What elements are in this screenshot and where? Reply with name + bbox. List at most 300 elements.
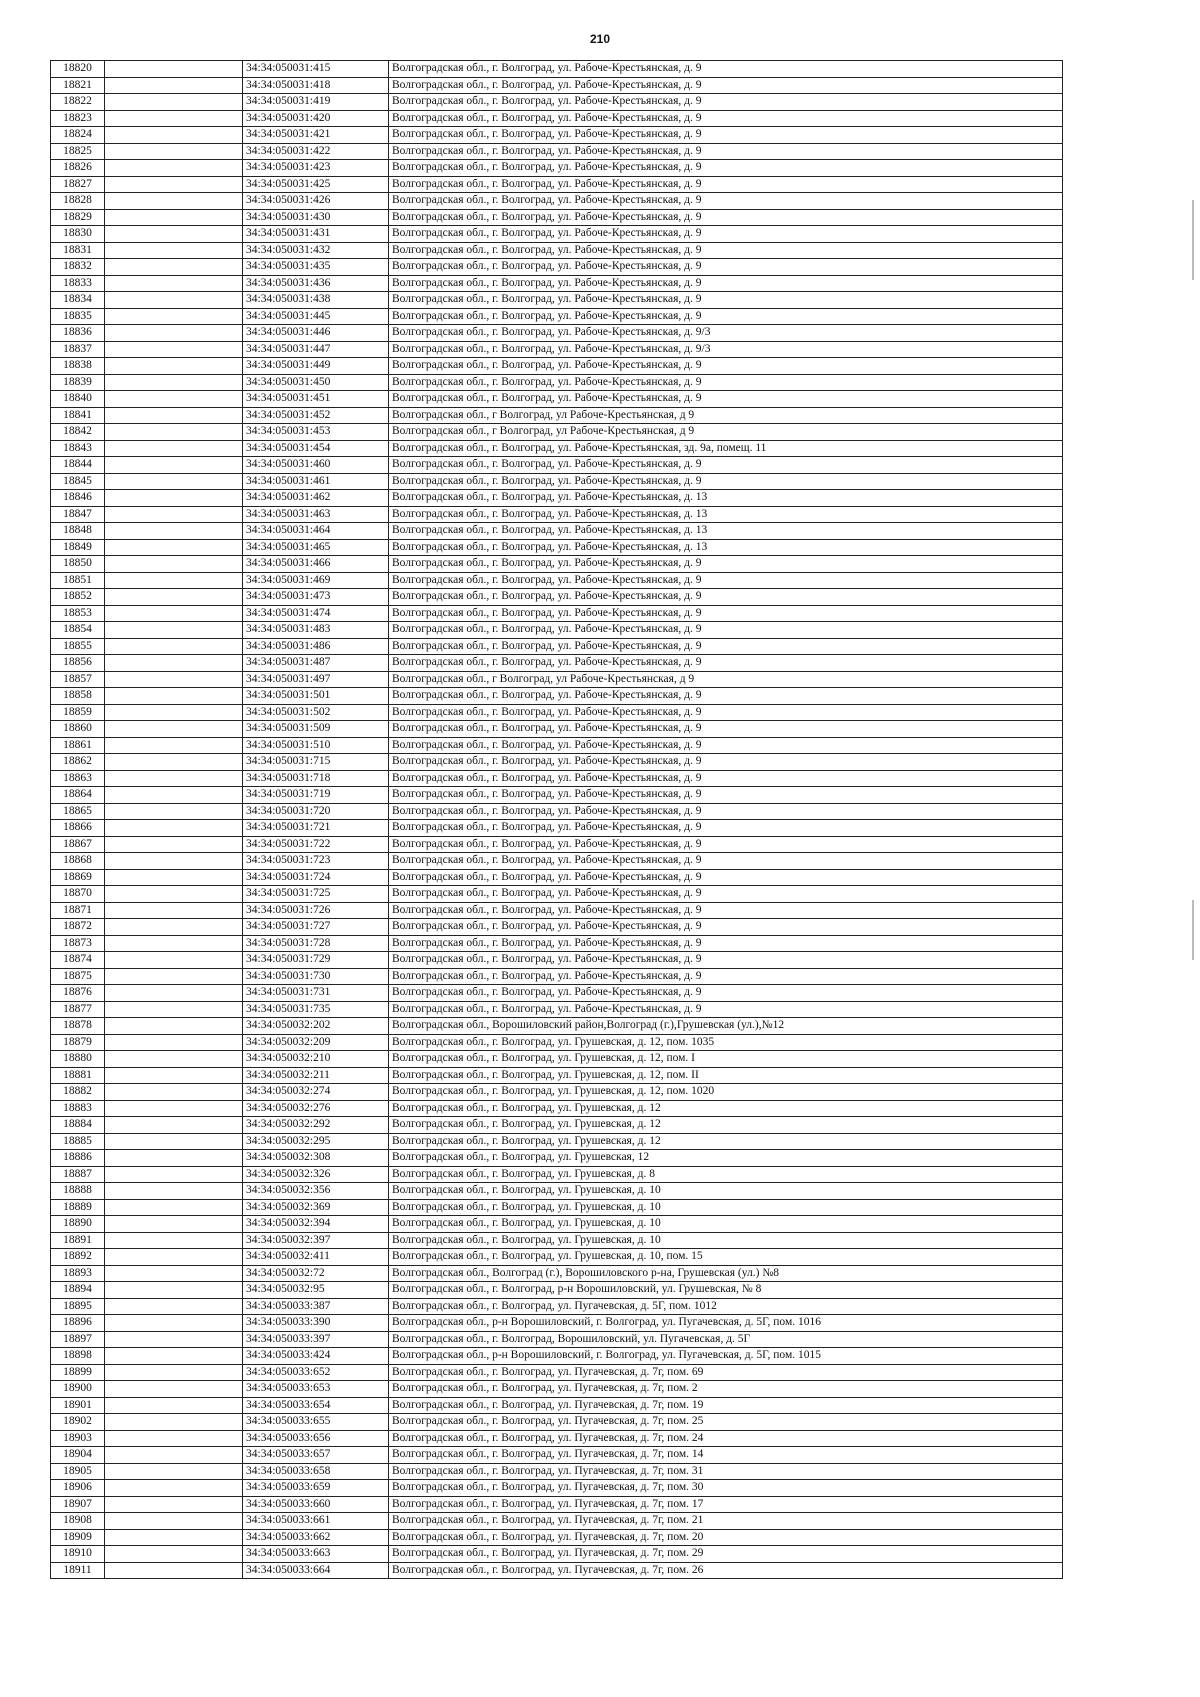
row-number-cell: 18886: [51, 1150, 105, 1167]
blank-cell: [105, 110, 243, 127]
table-row: [51, 886, 1063, 903]
address-cell: Волгоградская обл., г. Волгоград, ул. Грушевская, д. 12, пом. 1020: [389, 1084, 1063, 1101]
row-number-cell: 18876: [51, 985, 105, 1002]
table-row: [51, 770, 1063, 787]
blank-cell: [105, 1315, 243, 1332]
row-number-cell: 18892: [51, 1249, 105, 1266]
table-row: [51, 622, 1063, 639]
address-cell: Волгоградская обл., Ворошиловский район,Волгоград (г.),Грушевская (ул.),№12: [389, 1018, 1063, 1035]
cadastral-number-cell: 34:34:050032:308: [243, 1150, 389, 1167]
table-row: [51, 605, 1063, 622]
blank-cell: [105, 1183, 243, 1200]
blank-cell: [105, 952, 243, 969]
blank-cell: [105, 1084, 243, 1101]
blank-cell: [105, 1067, 243, 1084]
cadastral-number-cell: 34:34:050033:655: [243, 1414, 389, 1431]
cadastral-number-cell: 34:34:050031:720: [243, 803, 389, 820]
row-number-cell: 18897: [51, 1331, 105, 1348]
row-number-cell: 18833: [51, 275, 105, 292]
cadastral-number-cell: 34:34:050031:718: [243, 770, 389, 787]
cadastral-number-cell: 34:34:050033:652: [243, 1364, 389, 1381]
row-number-cell: 18862: [51, 754, 105, 771]
row-number-cell: 18822: [51, 94, 105, 111]
row-number-cell: 18856: [51, 655, 105, 672]
address-cell: Волгоградская обл., г. Волгоград, ул. Рабоче-Крестьянская, д. 9: [389, 589, 1063, 606]
cadastral-number-cell: 34:34:050033:387: [243, 1298, 389, 1315]
blank-cell: [105, 968, 243, 985]
cadastral-number-cell: 34:34:050031:418: [243, 77, 389, 94]
address-cell: Волгоградская обл., г. Волгоград, ул. Рабоче-Крестьянская, д. 13: [389, 490, 1063, 507]
row-number-cell: 18867: [51, 836, 105, 853]
row-number-cell: 18828: [51, 193, 105, 210]
row-number-cell: 18842: [51, 424, 105, 441]
table-row: [51, 391, 1063, 408]
address-cell: Волгоградская обл., г Волгоград, ул Рабоче-Крестьянская, д 9: [389, 671, 1063, 688]
blank-cell: [105, 143, 243, 160]
address-cell: Волгоградская обл., г. Волгоград, ул. Рабоче-Крестьянская, д. 9: [389, 556, 1063, 573]
cadastral-number-cell: 34:34:050033:661: [243, 1513, 389, 1530]
cadastral-number-cell: 34:34:050033:653: [243, 1381, 389, 1398]
row-number-cell: 18882: [51, 1084, 105, 1101]
address-cell: Волгоградская обл., г. Волгоград, ул. Пугачевская, д. 7г, пом. 2: [389, 1381, 1063, 1398]
address-cell: Волгоградская обл., г. Волгоград, ул. Рабоче-Крестьянская, д. 9: [389, 391, 1063, 408]
cadastral-number-cell: 34:34:050031:431: [243, 226, 389, 243]
blank-cell: [105, 671, 243, 688]
row-number-cell: 18848: [51, 523, 105, 540]
cadastral-number-cell: 34:34:050031:469: [243, 572, 389, 589]
table-row: [51, 539, 1063, 556]
blank-cell: [105, 919, 243, 936]
blank-cell: [105, 523, 243, 540]
cadastral-number-cell: 34:34:050031:723: [243, 853, 389, 870]
address-cell: Волгоградская обл., г. Волгоград, ул. Рабоче-Крестьянская, зд. 9а, помещ. 11: [389, 440, 1063, 457]
cadastral-number-cell: 34:34:050031:465: [243, 539, 389, 556]
row-number-cell: 18898: [51, 1348, 105, 1365]
row-number-cell: 18908: [51, 1513, 105, 1530]
table-row: [51, 160, 1063, 177]
blank-cell: [105, 94, 243, 111]
row-number-cell: 18824: [51, 127, 105, 144]
registry-body: [51, 61, 1063, 1579]
table-row: [51, 556, 1063, 573]
address-cell: Волгоградская обл., г. Волгоград, ул. Пугачевская, д. 7г, пом. 31: [389, 1463, 1063, 1480]
address-cell: Волгоградская обл., г. Волгоград, ул. Рабоче-Крестьянская, д. 9: [389, 127, 1063, 144]
blank-cell: [105, 1100, 243, 1117]
cadastral-number-cell: 34:34:050031:731: [243, 985, 389, 1002]
table-row: [51, 935, 1063, 952]
table-row: [51, 1133, 1063, 1150]
table-row: [51, 853, 1063, 870]
table-row: [51, 374, 1063, 391]
blank-cell: [105, 424, 243, 441]
address-cell: Волгоградская обл., г. Волгоград, ул. Рабоче-Крестьянская, д. 9: [389, 358, 1063, 375]
cadastral-number-cell: 34:34:050033:660: [243, 1496, 389, 1513]
table-row: [51, 952, 1063, 969]
blank-cell: [105, 902, 243, 919]
row-number-cell: 18837: [51, 341, 105, 358]
address-cell: Волгоградская обл., г. Волгоград, ул. Рабоче-Крестьянская, д. 9: [389, 622, 1063, 639]
cadastral-number-cell: 34:34:050031:423: [243, 160, 389, 177]
blank-cell: [105, 1331, 243, 1348]
cadastral-number-cell: 34:34:050031:419: [243, 94, 389, 111]
blank-cell: [105, 308, 243, 325]
row-number-cell: 18910: [51, 1546, 105, 1563]
blank-cell: [105, 572, 243, 589]
row-number-cell: 18855: [51, 638, 105, 655]
table-row: [51, 589, 1063, 606]
address-cell: Волгоградская обл., г. Волгоград, ул. Рабоче-Крестьянская, д. 9: [389, 869, 1063, 886]
row-number-cell: 18831: [51, 242, 105, 259]
blank-cell: [105, 754, 243, 771]
table-row: [51, 176, 1063, 193]
table-row: [51, 226, 1063, 243]
row-number-cell: 18907: [51, 1496, 105, 1513]
table-row: [51, 1051, 1063, 1068]
row-number-cell: 18865: [51, 803, 105, 820]
table-row: [51, 1381, 1063, 1398]
cadastral-number-cell: 34:34:050032:326: [243, 1166, 389, 1183]
row-number-cell: 18835: [51, 308, 105, 325]
cadastral-number-cell: 34:34:050031:426: [243, 193, 389, 210]
blank-cell: [105, 638, 243, 655]
blank-cell: [105, 1001, 243, 1018]
cadastral-number-cell: 34:34:050031:461: [243, 473, 389, 490]
cadastral-number-cell: 34:34:050032:356: [243, 1183, 389, 1200]
cadastral-number-cell: 34:34:050031:425: [243, 176, 389, 193]
table-row: [51, 1331, 1063, 1348]
table-row: [51, 1562, 1063, 1579]
row-number-cell: 18851: [51, 572, 105, 589]
blank-cell: [105, 457, 243, 474]
row-number-cell: 18899: [51, 1364, 105, 1381]
table-row: [51, 193, 1063, 210]
address-cell: Волгоградская обл., г. Волгоград, ул. Грушевская, д. 8: [389, 1166, 1063, 1183]
blank-cell: [105, 176, 243, 193]
table-row: [51, 1150, 1063, 1167]
table-row: [51, 704, 1063, 721]
cadastral-number-cell: 34:34:050031:432: [243, 242, 389, 259]
address-cell: Волгоградская обл., г. Волгоград, Ворошиловский, ул. Пугачевская, д. 5Г: [389, 1331, 1063, 1348]
cadastral-number-cell: 34:34:050031:501: [243, 688, 389, 705]
table-row: [51, 143, 1063, 160]
cadastral-number-cell: 34:34:050031:452: [243, 407, 389, 424]
row-number-cell: 18845: [51, 473, 105, 490]
table-row: [51, 1282, 1063, 1299]
cadastral-number-cell: 34:34:050031:436: [243, 275, 389, 292]
cadastral-number-cell: 34:34:050031:462: [243, 490, 389, 507]
row-number-cell: 18844: [51, 457, 105, 474]
cadastral-number-cell: 34:34:050031:421: [243, 127, 389, 144]
cadastral-number-cell: 34:34:050031:449: [243, 358, 389, 375]
blank-cell: [105, 1348, 243, 1365]
row-number-cell: 18829: [51, 209, 105, 226]
cadastral-number-cell: 34:34:050031:447: [243, 341, 389, 358]
address-cell: Волгоградская обл., г. Волгоград, ул. Рабоче-Крестьянская, д. 9/3: [389, 325, 1063, 342]
blank-cell: [105, 605, 243, 622]
blank-cell: [105, 704, 243, 721]
table-row: [51, 919, 1063, 936]
address-cell: Волгоградская обл., г. Волгоград, ул. Рабоче-Крестьянская, д. 9: [389, 292, 1063, 309]
address-cell: Волгоградская обл., г. Волгоград, ул. Пугачевская, д. 7г, пом. 29: [389, 1546, 1063, 1563]
table-row: [51, 1348, 1063, 1365]
address-cell: Волгоградская обл., г. Волгоград, ул. Рабоче-Крестьянская, д. 9: [389, 787, 1063, 804]
row-number-cell: 18854: [51, 622, 105, 639]
cadastral-number-cell: 34:34:050031:721: [243, 820, 389, 837]
row-number-cell: 18843: [51, 440, 105, 457]
cadastral-number-cell: 34:34:050032:397: [243, 1232, 389, 1249]
blank-cell: [105, 1513, 243, 1530]
address-cell: Волгоградская обл., г. Волгоград, ул. Рабоче-Крестьянская, д. 9: [389, 259, 1063, 276]
row-number-cell: 18906: [51, 1480, 105, 1497]
row-number-cell: 18872: [51, 919, 105, 936]
address-cell: Волгоградская обл., г. Волгоград, ул. Рабоче-Крестьянская, д. 9: [389, 803, 1063, 820]
blank-cell: [105, 1249, 243, 1266]
table-row: [51, 209, 1063, 226]
cadastral-number-cell: 34:34:050031:450: [243, 374, 389, 391]
cadastral-number-cell: 34:34:050031:454: [243, 440, 389, 457]
row-number-cell: 18839: [51, 374, 105, 391]
blank-cell: [105, 1018, 243, 1035]
blank-cell: [105, 1298, 243, 1315]
blank-cell: [105, 292, 243, 309]
row-number-cell: 18885: [51, 1133, 105, 1150]
table-row: [51, 242, 1063, 259]
table-row: [51, 325, 1063, 342]
address-cell: Волгоградская обл., г Волгоград, ул Рабоче-Крестьянская, д 9: [389, 407, 1063, 424]
cadastral-number-cell: 34:34:050031:453: [243, 424, 389, 441]
cadastral-number-cell: 34:34:050031:451: [243, 391, 389, 408]
table-row: [51, 869, 1063, 886]
scan-edge-mark: [1192, 200, 1194, 280]
cadastral-number-cell: 34:34:050032:276: [243, 1100, 389, 1117]
row-number-cell: 18887: [51, 1166, 105, 1183]
blank-cell: [105, 193, 243, 210]
cadastral-number-cell: 34:34:050031:446: [243, 325, 389, 342]
blank-cell: [105, 721, 243, 738]
table-row: [51, 1084, 1063, 1101]
address-cell: Волгоградская обл., г. Волгоград, ул. Рабоче-Крестьянская, д. 9: [389, 193, 1063, 210]
cadastral-number-cell: 34:34:050031:438: [243, 292, 389, 309]
row-number-cell: 18840: [51, 391, 105, 408]
blank-cell: [105, 1282, 243, 1299]
table-row: [51, 1397, 1063, 1414]
blank-cell: [105, 226, 243, 243]
table-row: [51, 820, 1063, 837]
cadastral-number-cell: 34:34:050031:486: [243, 638, 389, 655]
cadastral-number-cell: 34:34:050032:292: [243, 1117, 389, 1134]
blank-cell: [105, 1133, 243, 1150]
address-cell: Волгоградская обл., г. Волгоград, ул. Рабоче-Крестьянская, д. 9: [389, 721, 1063, 738]
row-number-cell: 18903: [51, 1430, 105, 1447]
row-number-cell: 18830: [51, 226, 105, 243]
cadastral-number-cell: 34:34:050031:463: [243, 506, 389, 523]
address-cell: Волгоградская обл., г. Волгоград, ул. Рабоче-Крестьянская, д. 9: [389, 160, 1063, 177]
row-number-cell: 18868: [51, 853, 105, 870]
row-number-cell: 18864: [51, 787, 105, 804]
blank-cell: [105, 1496, 243, 1513]
address-cell: Волгоградская обл., г. Волгоград, ул. Рабоче-Крестьянская, д. 9: [389, 374, 1063, 391]
blank-cell: [105, 589, 243, 606]
table-row: [51, 1298, 1063, 1315]
table-row: [51, 803, 1063, 820]
row-number-cell: 18911: [51, 1562, 105, 1579]
table-row: [51, 523, 1063, 540]
table-row: [51, 572, 1063, 589]
cadastral-number-cell: 34:34:050031:729: [243, 952, 389, 969]
row-number-cell: 18884: [51, 1117, 105, 1134]
row-number-cell: 18900: [51, 1381, 105, 1398]
address-cell: Волгоградская обл., г. Волгоград, ул. Рабоче-Крестьянская, д. 13: [389, 539, 1063, 556]
blank-cell: [105, 820, 243, 837]
address-cell: Волгоградская обл., г. Волгоград, ул. Рабоче-Крестьянская, д. 9: [389, 143, 1063, 160]
blank-cell: [105, 803, 243, 820]
address-cell: Волгоградская обл., г. Волгоград, р-н Ворошиловский, ул. Грушевская, № 8: [389, 1282, 1063, 1299]
page-number: 210: [589, 32, 611, 46]
blank-cell: [105, 341, 243, 358]
row-number-cell: 18823: [51, 110, 105, 127]
row-number-cell: 18894: [51, 1282, 105, 1299]
address-cell: Волгоградская обл., г. Волгоград, ул. Грушевская, д. 12: [389, 1100, 1063, 1117]
blank-cell: [105, 1463, 243, 1480]
table-row: [51, 490, 1063, 507]
blank-cell: [105, 490, 243, 507]
cadastral-number-cell: 34:34:050031:415: [243, 61, 389, 78]
table-row: [51, 94, 1063, 111]
address-cell: Волгоградская обл., г. Волгоград, ул. Пугачевская, д. 7г, пом. 30: [389, 1480, 1063, 1497]
blank-cell: [105, 1529, 243, 1546]
row-number-cell: 18879: [51, 1034, 105, 1051]
address-cell: Волгоградская обл., г. Волгоград, ул. Рабоче-Крестьянская, д. 9: [389, 754, 1063, 771]
table-row: [51, 259, 1063, 276]
blank-cell: [105, 622, 243, 639]
table-row: [51, 1166, 1063, 1183]
table-row: [51, 1265, 1063, 1282]
blank-cell: [105, 407, 243, 424]
row-number-cell: 18895: [51, 1298, 105, 1315]
blank-cell: [105, 61, 243, 78]
row-number-cell: 18852: [51, 589, 105, 606]
scan-edge-mark: [1192, 900, 1194, 960]
blank-cell: [105, 688, 243, 705]
blank-cell: [105, 1397, 243, 1414]
table-row: [51, 1546, 1063, 1563]
cadastral-number-cell: 34:34:050031:510: [243, 737, 389, 754]
blank-cell: [105, 1414, 243, 1431]
address-cell: Волгоградская обл., г. Волгоград, ул. Рабоче-Крестьянская, д. 9: [389, 836, 1063, 853]
row-number-cell: 18834: [51, 292, 105, 309]
address-cell: Волгоградская обл., г. Волгоград, ул. Рабоче-Крестьянская, д. 9: [389, 176, 1063, 193]
blank-cell: [105, 1447, 243, 1464]
row-number-cell: 18836: [51, 325, 105, 342]
row-number-cell: 18869: [51, 869, 105, 886]
address-cell: Волгоградская обл., г. Волгоград, ул. Грушевская, 12: [389, 1150, 1063, 1167]
row-number-cell: 18849: [51, 539, 105, 556]
cadastral-number-cell: 34:34:050032:72: [243, 1265, 389, 1282]
table-row: [51, 1447, 1063, 1464]
table-row: [51, 1496, 1063, 1513]
row-number-cell: 18821: [51, 77, 105, 94]
cadastral-number-cell: 34:34:050031:445: [243, 308, 389, 325]
table-row: [51, 1480, 1063, 1497]
table-row: [51, 1117, 1063, 1134]
address-cell: Волгоградская обл., г. Волгоград, ул. Грушевская, д. 10: [389, 1232, 1063, 1249]
cadastral-number-cell: 34:34:050033:390: [243, 1315, 389, 1332]
table-row: [51, 1513, 1063, 1530]
cadastral-number-cell: 34:34:050031:726: [243, 902, 389, 919]
blank-cell: [105, 655, 243, 672]
blank-cell: [105, 1562, 243, 1579]
table-row: [51, 358, 1063, 375]
cadastral-number-cell: 34:34:050032:295: [243, 1133, 389, 1150]
row-number-cell: 18874: [51, 952, 105, 969]
blank-cell: [105, 374, 243, 391]
address-cell: Волгоградская обл., г. Волгоград, ул. Пугачевская, д. 7г, пом. 17: [389, 1496, 1063, 1513]
address-cell: Волгоградская обл., г. Волгоград, ул. Пугачевская, д. 7г, пом. 20: [389, 1529, 1063, 1546]
cadastral-number-cell: 34:34:050031:727: [243, 919, 389, 936]
blank-cell: [105, 1381, 243, 1398]
blank-cell: [105, 556, 243, 573]
cadastral-number-cell: 34:34:050031:473: [243, 589, 389, 606]
blank-cell: [105, 1546, 243, 1563]
table-row: [51, 836, 1063, 853]
table-row: [51, 77, 1063, 94]
address-cell: Волгоградская обл., г. Волгоград, ул. Рабоче-Крестьянская, д. 9: [389, 275, 1063, 292]
row-number-cell: 18826: [51, 160, 105, 177]
row-number-cell: 18909: [51, 1529, 105, 1546]
address-cell: Волгоградская обл., г. Волгоград, ул. Рабоче-Крестьянская, д. 9: [389, 737, 1063, 754]
address-cell: Волгоградская обл., г. Волгоград, ул. Рабоче-Крестьянская, д. 13: [389, 523, 1063, 540]
cadastral-number-cell: 34:34:050033:397: [243, 1331, 389, 1348]
address-cell: Волгоградская обл., г. Волгоград, ул. Пугачевская, д. 7г, пом. 26: [389, 1562, 1063, 1579]
blank-cell: [105, 160, 243, 177]
table-row: [51, 473, 1063, 490]
table-row: [51, 1414, 1063, 1431]
row-number-cell: 18905: [51, 1463, 105, 1480]
blank-cell: [105, 853, 243, 870]
cadastral-number-cell: 34:34:050031:730: [243, 968, 389, 985]
address-cell: Волгоградская обл., г. Волгоград, ул. Грушевская, д. 10: [389, 1216, 1063, 1233]
blank-cell: [105, 275, 243, 292]
row-number-cell: 18858: [51, 688, 105, 705]
address-cell: Волгоградская обл., г. Волгоград, ул. Рабоче-Крестьянская, д. 9: [389, 605, 1063, 622]
blank-cell: [105, 1265, 243, 1282]
address-cell: Волгоградская обл., р-н Ворошиловский, г. Волгоград, ул. Пугачевская, д. 5Г, пом. 1016: [389, 1315, 1063, 1332]
row-number-cell: 18827: [51, 176, 105, 193]
table-row: [51, 61, 1063, 78]
address-cell: Волгоградская обл., г. Волгоград, ул. Рабоче-Крестьянская, д. 9: [389, 110, 1063, 127]
address-cell: Волгоградская обл., г. Волгоград, ул. Рабоче-Крестьянская, д. 9: [389, 952, 1063, 969]
address-cell: Волгоградская обл., г Волгоград, ул Рабоче-Крестьянская, д 9: [389, 424, 1063, 441]
blank-cell: [105, 886, 243, 903]
blank-cell: [105, 1051, 243, 1068]
address-cell: Волгоградская обл., г. Волгоград, ул. Рабоче-Крестьянская, д. 9: [389, 655, 1063, 672]
table-row: [51, 655, 1063, 672]
address-cell: Волгоградская обл., г. Волгоград, ул. Пугачевская, д. 7г, пом. 21: [389, 1513, 1063, 1530]
table-row: [51, 968, 1063, 985]
address-cell: Волгоградская обл., г. Волгоград, ул. Рабоче-Крестьянская, д. 9: [389, 770, 1063, 787]
table-row: [51, 754, 1063, 771]
address-cell: Волгоградская обл., г. Волгоград, ул. Грушевская, д. 10: [389, 1199, 1063, 1216]
blank-cell: [105, 836, 243, 853]
address-cell: Волгоградская обл., г. Волгоград, ул. Грушевская, д. 12, пом. I: [389, 1051, 1063, 1068]
address-cell: Волгоградская обл., г. Волгоград, ул. Рабоче-Крестьянская, д. 9: [389, 935, 1063, 952]
blank-cell: [105, 1166, 243, 1183]
address-cell: Волгоградская обл., г. Волгоград, ул. Рабоче-Крестьянская, д. 9/3: [389, 341, 1063, 358]
blank-cell: [105, 935, 243, 952]
row-number-cell: 18838: [51, 358, 105, 375]
row-number-cell: 18850: [51, 556, 105, 573]
table-row: [51, 638, 1063, 655]
